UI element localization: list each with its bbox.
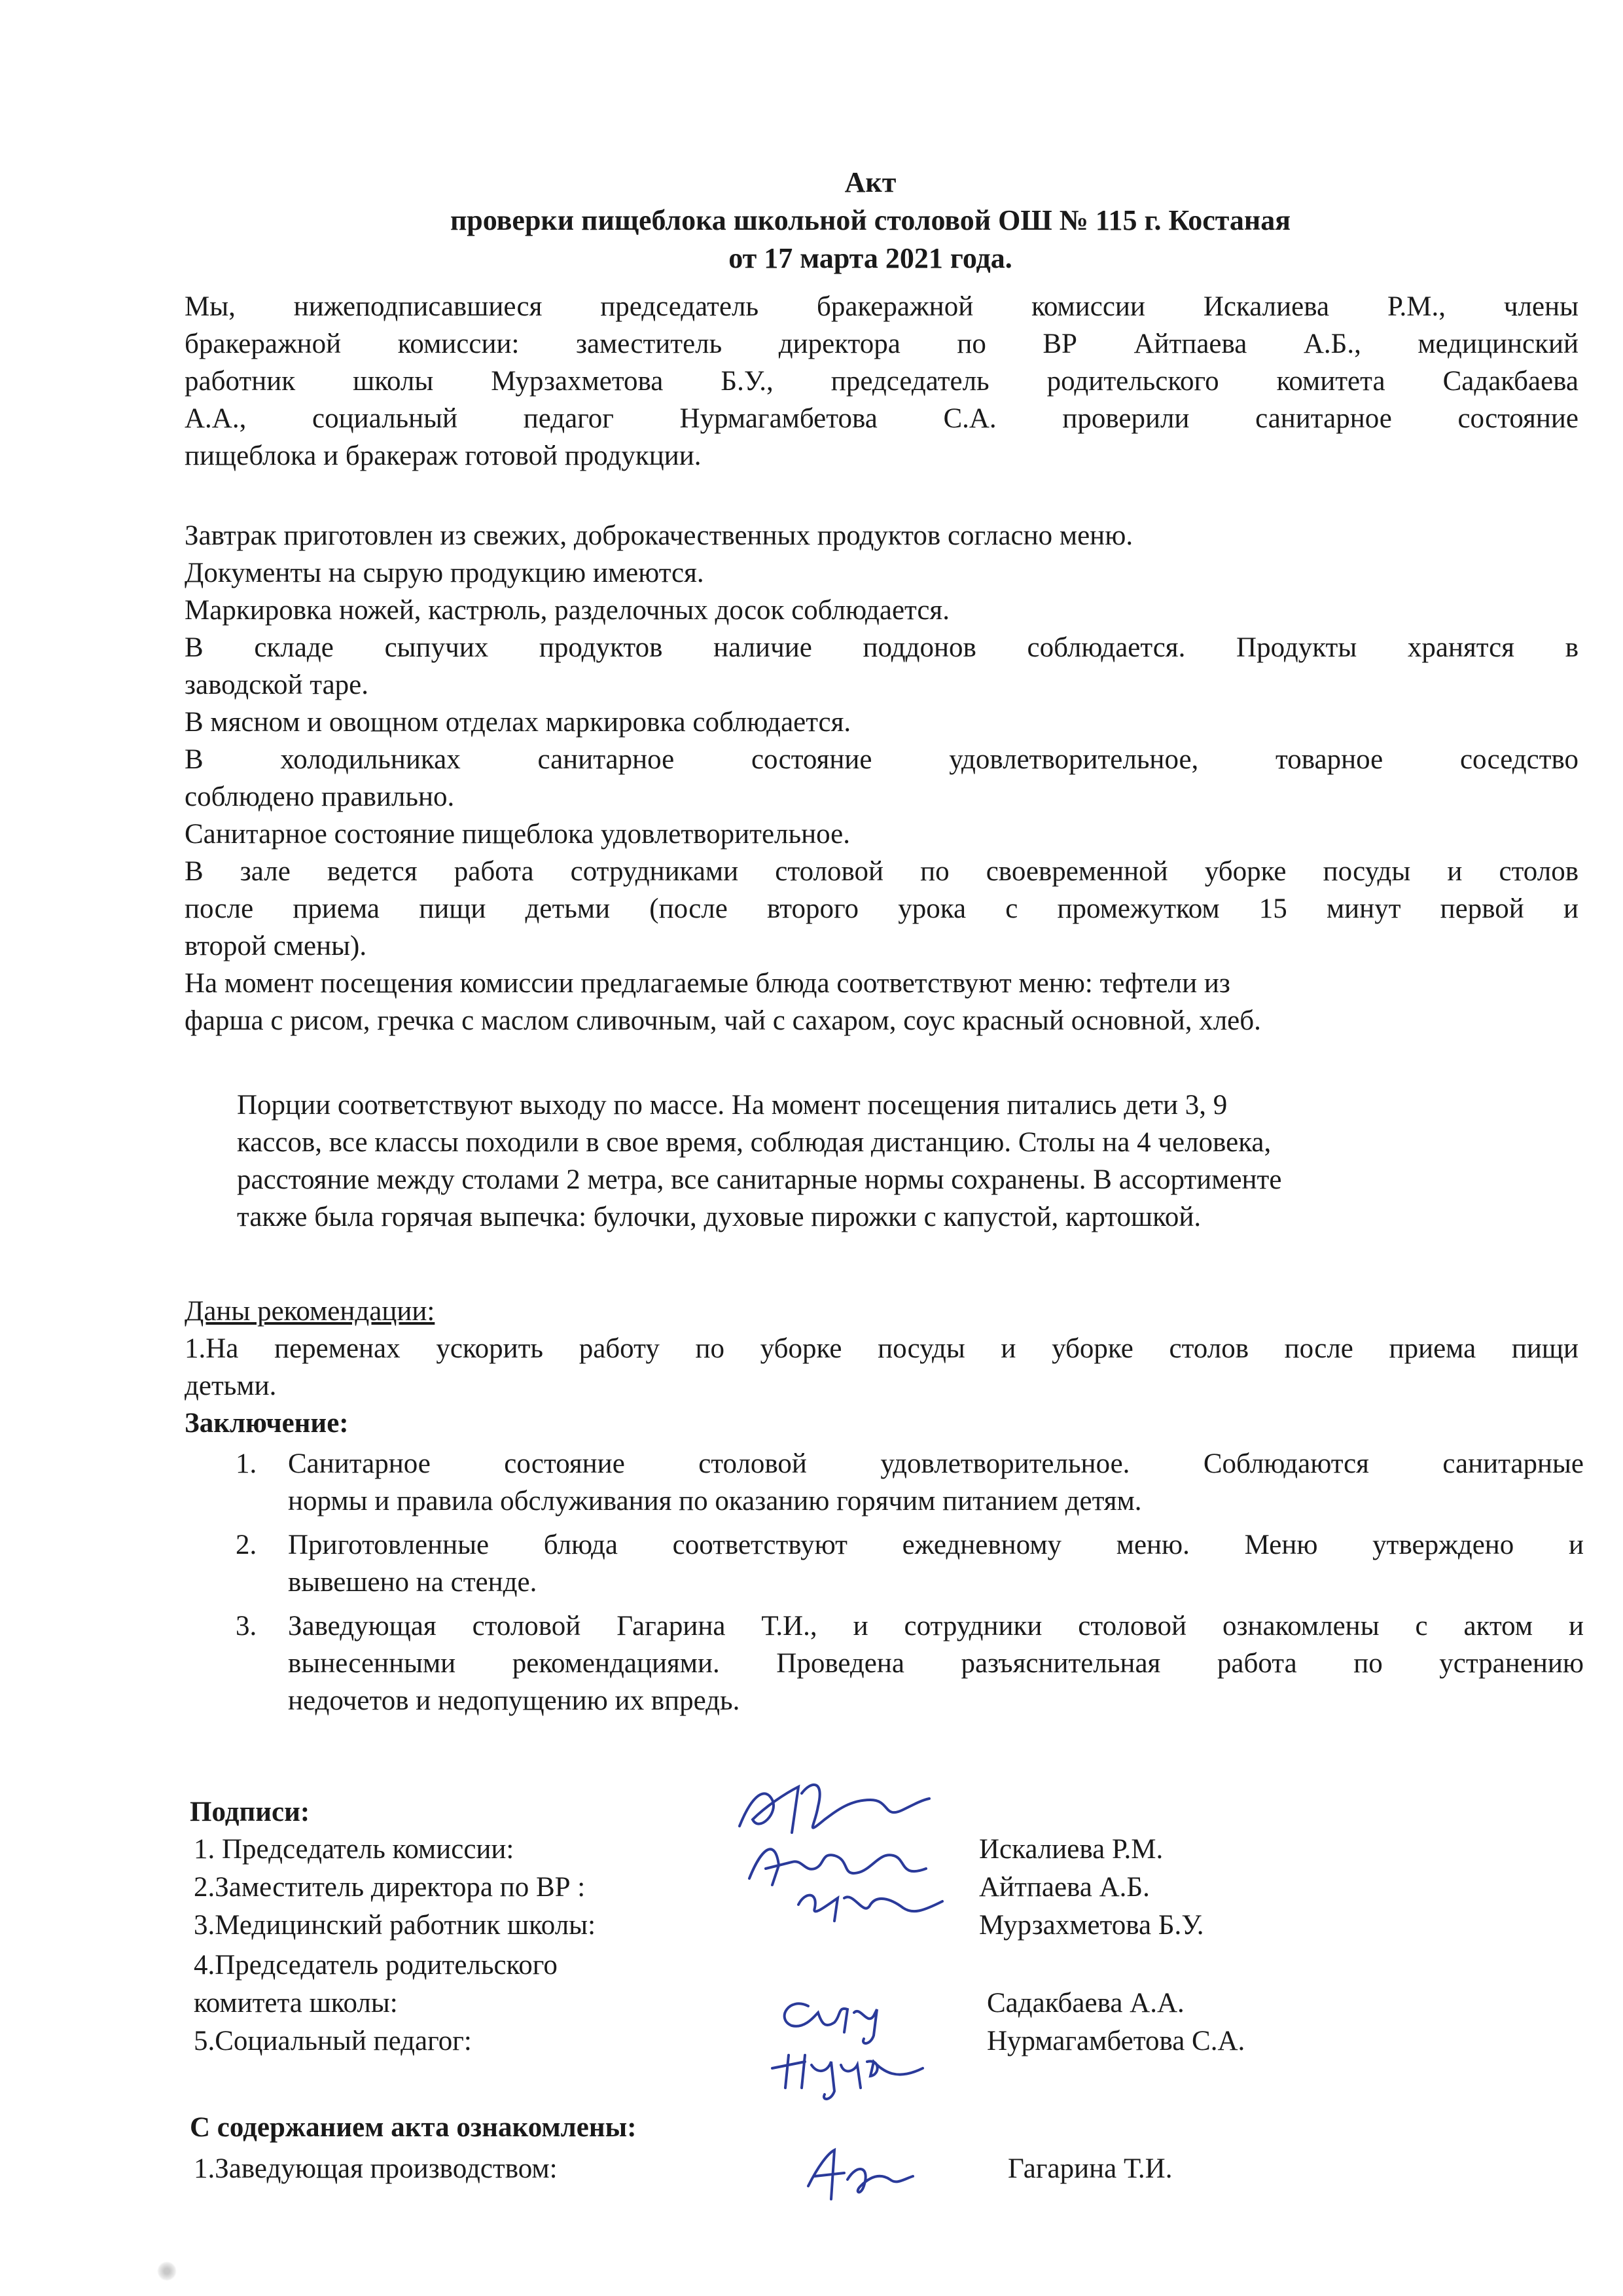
signatory-name: Нурмагамбетова С.А. bbox=[987, 2026, 1245, 2056]
intro-line: работник школы Мурзахметова Б.У., председатель родительского комитета Садакбаева bbox=[185, 366, 1578, 397]
finding-line: фарша с рисом, гречка с маслом сливочным, чай с сахаром, соус красный основной, хлеб. bbox=[185, 1005, 1261, 1036]
signatory-role: 4.Председатель родительского bbox=[194, 1950, 558, 1981]
handwritten-signature bbox=[795, 2140, 919, 2215]
signatory-name: Мурзахметова Б.У. bbox=[979, 1910, 1204, 1941]
conclusion-item-line: Заведующая столовой Гагарина Т.И., и сотрудники столовой ознакомлены с актом и bbox=[288, 1611, 1584, 1641]
finding-line: В холодильниках санитарное состояние удовлетворительное, товарное соседство bbox=[185, 744, 1578, 775]
finding-line: В мясном и овощном отделах маркировка соблюдается. bbox=[185, 707, 851, 738]
conclusion-item bbox=[236, 1526, 1584, 1601]
title-line-3: от 17 марта 2021 года. bbox=[728, 242, 1012, 274]
recommendations-heading: Даны рекомендации: bbox=[185, 1296, 435, 1327]
signatory-name: Садакбаева А.А. bbox=[987, 1988, 1185, 2018]
signatory-name: Искалиева Р.М. bbox=[979, 1834, 1164, 1865]
conclusion-list bbox=[236, 1445, 1584, 1726]
intro-paragraph bbox=[185, 288, 1578, 475]
signatory-name: Айтпаева А.Б. bbox=[979, 1872, 1150, 1903]
finding-line: после приема пищи детьми (после второго урока с промежутком 15 минут первой и bbox=[185, 893, 1578, 924]
recommendation-line: 1.На переменах ускорить работу по уборке посуды и уборке столов после приема пищи bbox=[185, 1333, 1578, 1364]
handwritten-signature bbox=[792, 1878, 949, 1934]
finding-line: На момент посещения комиссии предлагаемые блюда соответствуют меню: тефтели из bbox=[185, 968, 1230, 999]
title-line-2: проверки пищеблока школьной столовой ОШ № 115 г. Костаная bbox=[450, 204, 1291, 236]
recommendation-line: детьми. bbox=[185, 1371, 277, 1401]
acquainted-role: 1.Заведующая производством: bbox=[194, 2153, 558, 2184]
intro-line: Мы, нижеподписавшиеся председатель бракеражной комиссии Искалиева Р.М., члены bbox=[185, 291, 1578, 322]
signatures-section bbox=[190, 1793, 310, 1831]
document-title bbox=[183, 164, 1558, 278]
finding-line: заводской таре. bbox=[185, 670, 369, 700]
finding-line: Санитарное состояние пищеблока удовлетворительное. bbox=[185, 819, 850, 850]
portions-line: также была горячая выпечка: булочки, духовые пирожки с капустой, картошкой. bbox=[237, 1202, 1202, 1232]
finding-line: Маркировка ножей, кастрюль, разделочных досок соблюдается. bbox=[185, 595, 950, 626]
signatory-role: 2.Заместитель директора по ВР : bbox=[194, 1872, 586, 1903]
conclusion-item-line: нормы и правила обслуживания по оказанию горячим питанием детям. bbox=[288, 1486, 1142, 1516]
signatory-role: 3.Медицинский работник школы: bbox=[194, 1910, 596, 1941]
signatures-heading: Подписи: bbox=[190, 1797, 310, 1827]
conclusion-item-line: Приготовленные блюда соответствуют ежедневному меню. Меню утверждено и bbox=[288, 1530, 1584, 1560]
conclusion-heading: Заключение: bbox=[185, 1408, 349, 1439]
recommendations-section bbox=[185, 1293, 1578, 1442]
portions-line: Порции соответствуют выходу по массе. На момент посещения питались дети 3, 9 bbox=[237, 1090, 1228, 1121]
finding-line: соблюдено правильно. bbox=[185, 781, 455, 812]
intro-line: пищеблока и бракераж готовой продукции. bbox=[185, 440, 702, 471]
conclusion-item-number: 2. bbox=[236, 1530, 257, 1560]
conclusion-item-line: Санитарное состояние столовой удовлетворительное. Соблюдаются санитарные bbox=[288, 1448, 1584, 1479]
acquainted-name: Гагарина Т.И. bbox=[1008, 2153, 1173, 2184]
signatory-role: комитета школы: bbox=[194, 1988, 398, 2018]
conclusion-item-line: вынесенными рекомендациями. Проведена разъяснительная работа по устранению bbox=[288, 1648, 1584, 1679]
conclusion-item-line: недочетов и недопущению их впредь. bbox=[288, 1685, 740, 1716]
conclusion-item bbox=[236, 1607, 1584, 1719]
intro-line: бракеражной комиссии: заместитель директора по ВР Айтпаева А.Б., медицинский bbox=[185, 329, 1578, 359]
conclusion-item-line: вывешено на стенде. bbox=[288, 1567, 537, 1598]
finding-line: В зале ведется работа сотрудниками столовой по своевременной уборке посуды и столов bbox=[185, 856, 1578, 887]
scan-speck bbox=[157, 2261, 177, 2281]
conclusion-item-number: 3. bbox=[236, 1611, 257, 1641]
finding-line: Завтрак приготовлен из свежих, доброкачественных продуктов согласно меню. bbox=[185, 520, 1133, 551]
portions-line: расстояние между столами 2 метра, все санитарные нормы сохранены. В ассортименте bbox=[237, 1164, 1282, 1195]
portions-line: кассов, все классы походили в свое время, соблюдая дистанцию. Столы на 4 человека, bbox=[237, 1127, 1272, 1158]
portions-paragraph bbox=[237, 1086, 1578, 1236]
acquainted-heading: С содержанием акта ознакомлены: bbox=[190, 2112, 637, 2143]
conclusion-item-number: 1. bbox=[236, 1448, 257, 1479]
intro-line: А.А., социальный педагог Нурмагамбетова С.А. проверили санитарное состояние bbox=[185, 403, 1578, 434]
signatory-role: 5.Социальный педагог: bbox=[194, 2026, 472, 2056]
acquainted-section bbox=[190, 2109, 637, 2147]
signatory-role: 1. Председатель комиссии: bbox=[194, 1834, 514, 1865]
finding-line: В складе сыпучих продуктов наличие поддонов соблюдается. Продукты хранятся в bbox=[185, 632, 1578, 663]
finding-line: Документы на сырую продукцию имеются. bbox=[185, 558, 704, 588]
title-line-1: Акт bbox=[844, 166, 897, 198]
finding-line: второй смены). bbox=[185, 931, 367, 961]
handwritten-signature bbox=[766, 2036, 936, 2111]
conclusion-item bbox=[236, 1445, 1584, 1520]
inspection-findings bbox=[185, 517, 1578, 1039]
